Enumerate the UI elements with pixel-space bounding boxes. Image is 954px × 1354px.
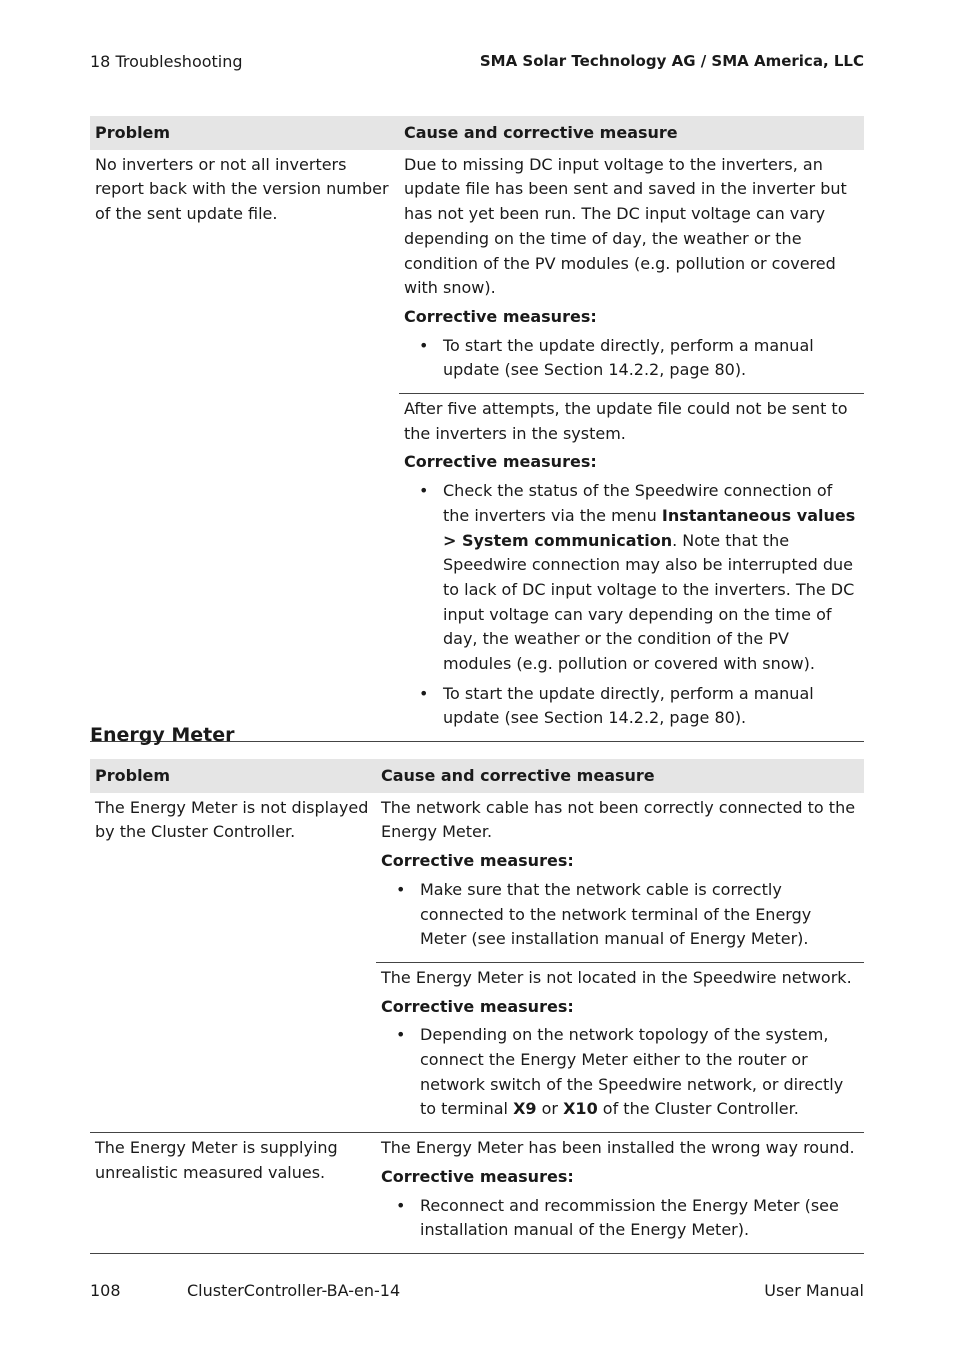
list-item: • To start the update directly, perform a manual update (see Section 14.2.2, page 80). — [404, 334, 859, 383]
document-type: User Manual — [764, 1281, 864, 1300]
measures-list — [381, 1023, 859, 1122]
list-item: • Make sure that the network cable is correctly connected to the network terminal of the Energy Meter (see installation manual of Energy Meter). — [381, 878, 859, 952]
text-run: Depending on the network topology of the system, connect the Energy Meter either to the router or network switch of the Speedwire network, or directly to terminal — [420, 1025, 844, 1119]
cause-text: After five attempts, the update file could not be sent to the inverters in the system. — [404, 399, 848, 443]
table-header-row — [90, 759, 864, 793]
page-number: 108 — [90, 1281, 121, 1300]
document-code: ClusterController-BA-en-14 — [187, 1281, 401, 1300]
list-item — [404, 479, 859, 677]
corrective-measures-label: Corrective measures: — [404, 452, 597, 472]
troubleshooting-table-energy-meter — [90, 759, 864, 1254]
measures-list — [381, 878, 859, 952]
corrective-measures-label: Corrective measures: — [381, 1166, 574, 1186]
measures-list — [404, 479, 859, 731]
problem-cell: The Energy Meter is supplying unrealistic measured values. — [90, 1133, 376, 1254]
corrective-measures-label: Corrective measures: — [381, 851, 574, 871]
cause-cell — [399, 150, 864, 394]
cause-text: The network cable has not been correctly connected to the Energy Meter. — [381, 797, 856, 842]
cause-cell — [376, 1133, 864, 1254]
text-run: or — [536, 1099, 564, 1119]
terminal-x9: X9 — [513, 1099, 537, 1119]
column-header-problem: Problem — [90, 116, 399, 150]
table-row — [90, 150, 864, 394]
cause-text: Due to missing DC input voltage to the inverters, an update file has been sent and saved in the inverter but has not yet been run. The DC input voltage can vary depending on the time of day, the weather or the condition of the PV modules (e.g. pollution or covered with snow). — [404, 154, 847, 298]
chapter-title: 18 Troubleshooting — [90, 52, 243, 71]
problem-cell: No inverters or not all inverters report back with the version number of the sent update file. — [90, 150, 399, 742]
list-item: • To start the update directly, perform a manual update (see Section 14.2.2, page 80). — [404, 682, 859, 731]
column-header-cause: Cause and corrective measure — [399, 116, 864, 150]
column-header-problem: Problem — [90, 759, 376, 793]
cause-cell — [376, 962, 864, 1132]
cause-cell — [376, 793, 864, 963]
corrective-measures-label: Corrective measures: — [404, 306, 597, 326]
troubleshooting-table-update — [90, 116, 864, 742]
table-header-row — [90, 116, 864, 150]
cause-cell — [399, 394, 864, 742]
table-row — [90, 793, 864, 963]
company-name: SMA Solar Technology AG / SMA America, LLC — [479, 52, 864, 70]
measures-list — [404, 334, 859, 383]
list-item: • Reconnect and recommission the Energy Meter (see installation manual of the Energy Meter). — [381, 1194, 859, 1243]
text-run: . Note that the Speedwire connection may also be interrupted due to lack of DC input voltage to the inverters. The DC input voltage can vary depending on the time of day, the weather or the condition of the PV modules (e.g. pollution or covered with snow). — [443, 530, 855, 674]
column-header-cause: Cause and corrective measure — [376, 759, 864, 793]
problem-cell: The Energy Meter is not displayed by the Cluster Controller. — [90, 793, 376, 1133]
terminal-x10: X10 — [563, 1099, 598, 1119]
table-row — [90, 1133, 864, 1254]
list-item — [381, 1023, 859, 1122]
cause-text: The Energy Meter is not located in the Speedwire network. — [381, 967, 852, 987]
measures-list — [381, 1194, 859, 1243]
menu-path: Instantaneous values > System communication — [443, 505, 856, 550]
corrective-measures-label: Corrective measures: — [381, 996, 574, 1016]
section-heading: Energy Meter — [90, 724, 235, 746]
text-run: of the Cluster Controller. — [597, 1099, 799, 1119]
cause-text: The Energy Meter has been installed the wrong way round. — [381, 1138, 855, 1158]
text-run: Check the status of the Speedwire connection of the inverters via the menu — [443, 481, 833, 525]
